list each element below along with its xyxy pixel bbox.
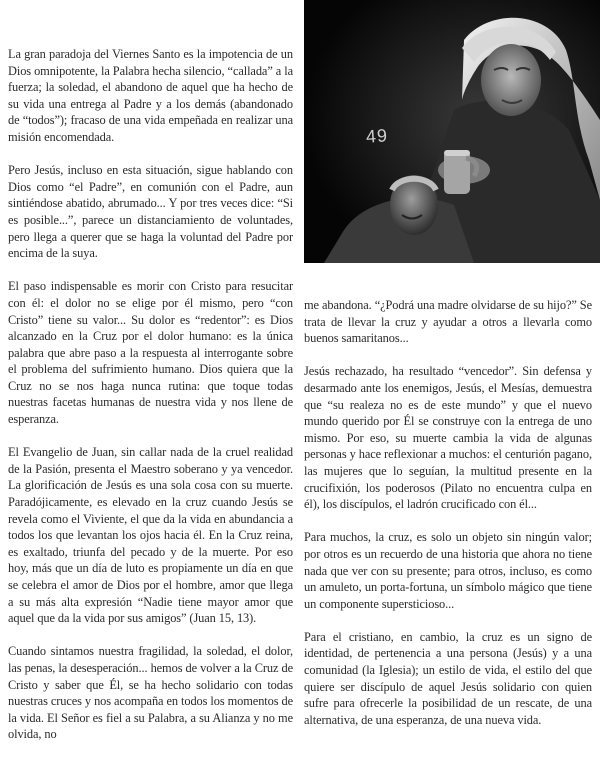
left-text-column [8,46,293,760]
paragraph: El Evangelio de Juan, sin callar nada de la cruel realidad de la Pasión, presenta el Maestro soberano y ya vencedor. La glorificación de Jesús es una sola cosa con su muerte. Paradójicamente, es elevado en la cruz cuando Jesús se revela como el Viviente, el que da la vida en abundancia a todos los que levantan los ojos hacia él. En la Cruz reina, es exaltado, triunfa del pecado y de la muerte. Por eso hoy, más que un día de luto es propiamente un día en que se celebra el amor de Dios por el hombre, amor que llega a su más alta expresión “Nadie tiene mayor amor que aquel que da la vida por sus amigos” (Juan 15, 13). [8,445,293,626]
paragraph: La gran paradoja del Viernes Santo es la impotencia de un Dios omnipotente, la Palabra hecha silencio, “callada” a la fuerza; la soledad, el abandono de aquel que ha hecho de su vida una entrega al Padre y a los demás (abandonado de “todos”); fracaso de una vida empeñada en realizar una misión encomendada. [8,47,293,144]
paragraph: Cuando sintamos nuestra fragilidad, la soledad, el dolor, las penas, la desesperación... hemos de volver a la Cruz de Cristo y saber que Él, se ha hecho solidario con todas nuestras cruces y nos acompaña en todos los momentos de la vida. El Señor es fiel a su Palabra, a su Alianza y no me olvida, no [8,644,293,742]
paragraph: Para el cristiano, en cambio, la cruz es un signo de identidad, de pertenencia a una persona (Jesús) y a una comunidad (la Iglesia); un estilo de vida, el estilo del que quiere ser discípulo de aquel Jesús solidario con quien sufre para ofrecerle la posibilidad de un rescate, de una alternativa, de una esperanza, de una nueva vida. [304,629,592,727]
paragraph: Para muchos, la cruz, es solo un objeto sin ningún valor; por otros es un recuerdo de una historia que ahora no tiene nada que ver con su presente; para otros, incluso, es como un amuleto, un porta-fortuna, un símbolo mágico que tiene un componente supersticioso... [304,530,592,611]
paragraph: me abandona. “¿Podrá una madre olvidarse de su hijo?” Se trata de llevar la cruz y ayudar a otros a llevarla como buenos samaritanos... [304,298,592,346]
photo-number-label: 49 [365,125,389,147]
right-text-column [304,297,592,745]
photo-nun-caring-for-sick-man [304,0,600,263]
paragraph: El paso indispensable es morir con Cristo para resucitar con él: el dolor no se elige por él mismo, pero “con Cristo” tiene su valor... Su dolor es “redentor”: es Dios alcanzado en la Cruz por el dolor humano: es la única palabra que abre paso a la respuesta al interrogante sobre el problema del sufrimiento humano. Dios quiera que la Cruz no se nos haga nunca rutina: que toque todas nuestras facetas humanas de nuestra vida y nos llene de esperanza. [8,279,293,427]
photo-illustration [304,0,600,263]
paragraph: Pero Jesús, incluso en esta situación, sigue hablando con Dios como “el Padre”, en comunión con el Padre, aun sintiéndose abatido, abrumado... Y por tres veces dice: “Si es posible...”, parece un distanciamiento de voluntades, pero llega a querer que se haga la voluntad del Padre por encima de la suya. [8,163,293,261]
paragraph: Jesús rechazado, ha resultado “vencedor”. Sin defensa y desarmado ante los enemigos, Jesús, el Mesías, demuestra que “su realeza no es de este mundo” y que el nuevo mundo querido por Él se construye con la entrega de uno mismo. Por eso, su muerte cambia la vida de algunas personas y hace reflexionar a muchos: el centurión pagano, las mujeres que lo seguían, la multitud presente en la crucifixión, los poderosos (Pilato no encuentra culpa en él), los discípulos, el ladrón crucificado con él... [304,364,592,512]
